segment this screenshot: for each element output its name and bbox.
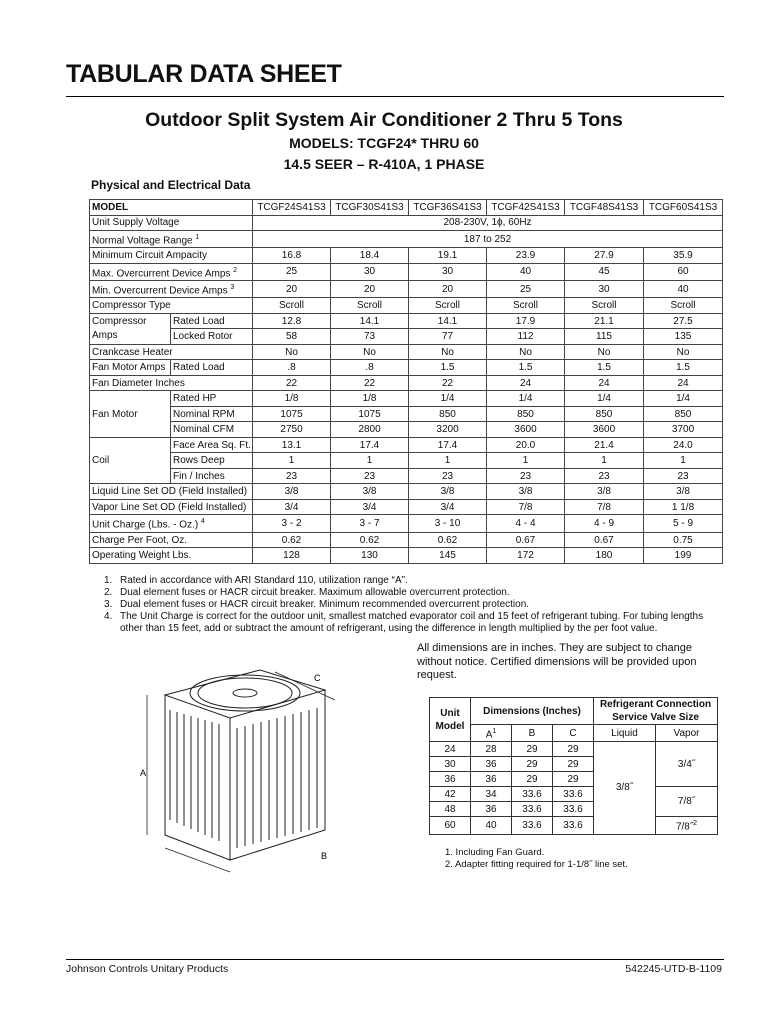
value-cell: Scroll (644, 298, 723, 314)
value-cell: 40 (487, 263, 565, 280)
unit-dimension-drawing (125, 650, 370, 885)
seer-line: 14.5 SEER – R-410A, 1 PHASE (283, 156, 485, 172)
model-name: TCGF60S41S3 (644, 200, 723, 216)
physical-electrical-table (89, 199, 723, 564)
value-cell: 1.5 (644, 360, 723, 376)
value-cell: 7/8 (565, 499, 644, 515)
value-cell: 5 - 9 (644, 515, 723, 532)
value-cell: 1.5 (409, 360, 487, 376)
col-b-header: B (512, 725, 553, 742)
value-cell: 1/4 (565, 391, 644, 407)
dim-b: 33.6 (512, 802, 553, 817)
dim-a: 36 (471, 757, 512, 772)
row-label: Fan Diameter Inches (90, 375, 253, 391)
table-row (90, 329, 723, 345)
model-name: TCGF30S41S3 (331, 200, 409, 216)
unit-model-header: Unit Model (430, 698, 471, 742)
value-cell: 208-230V, 1ϕ, 60Hz (253, 215, 723, 231)
value-cell: 23 (253, 468, 331, 484)
value-cell: 112 (487, 329, 565, 345)
note-item: 4. The Unit Charge is correct for the outdoor unit, smallest matched evaporator coil and 15 feet of refrigerant tubing. For tubing lengths other than 15 feet, add or subtract the amount of refrigerant, using the difference in length multiplied by the per foot value. (104, 611, 704, 634)
value-cell: 3700 (644, 422, 723, 438)
row-label: Unit Supply Voltage (90, 215, 253, 231)
value-cell: 180 (565, 548, 644, 564)
value-cell: 45 (565, 263, 644, 280)
footer-company: Johnson Controls Unitary Products (66, 963, 229, 975)
value-cell: 22 (409, 375, 487, 391)
row-label: Max. Overcurrent Device Amps $^2$ (90, 263, 253, 280)
model-name: TCGF42S41S3 (487, 200, 565, 216)
header-divider (66, 96, 724, 97)
value-cell: 3/8 (409, 484, 487, 500)
value-cell: Scroll (409, 298, 487, 314)
value-cell: 13.1 (253, 437, 331, 453)
table-row (90, 313, 723, 329)
value-cell: 199 (644, 548, 723, 564)
value-cell: 3/8 (253, 484, 331, 500)
dim-b: 29 (512, 757, 553, 772)
dim-a: 34 (471, 787, 512, 802)
value-cell: 21.1 (565, 313, 644, 329)
value-cell: 130 (331, 548, 409, 564)
value-cell: 1/4 (644, 391, 723, 407)
model-header: MODEL (90, 200, 253, 216)
value-cell: 145 (409, 548, 487, 564)
sub-label: Fin / Inches (171, 468, 253, 484)
value-cell: 3/4 (409, 499, 487, 515)
value-cell: 2750 (253, 422, 331, 438)
value-cell: 20 (409, 281, 487, 298)
value-cell: 0.62 (253, 532, 331, 548)
dim-a: 40 (471, 817, 512, 834)
dim-c: 33.6 (553, 787, 594, 802)
value-cell: 1 (409, 453, 487, 469)
value-cell: 30 (331, 263, 409, 280)
value-cell: 1075 (253, 406, 331, 422)
value-cell: 1/8 (331, 391, 409, 407)
table-row (90, 281, 723, 298)
value-cell: 12.8 (253, 313, 331, 329)
value-cell: Scroll (331, 298, 409, 314)
table-row (90, 298, 723, 314)
dimensions-footnotes (445, 847, 628, 871)
dim-c: 33.6 (553, 817, 594, 834)
value-cell: 115 (565, 329, 644, 345)
value-cell: 3 - 7 (331, 515, 409, 532)
sub-label: Rated Load (171, 360, 253, 376)
value-cell: 1 (331, 453, 409, 469)
value-cell: 1.5 (565, 360, 644, 376)
value-cell: 135 (644, 329, 723, 345)
value-cell: 850 (487, 406, 565, 422)
value-cell: 23 (487, 468, 565, 484)
row-label: Min. Overcurrent Device Amps $^3$ (90, 281, 253, 298)
table-row (90, 453, 723, 469)
value-cell: No (565, 344, 644, 360)
value-cell: 187 to 252 (253, 231, 723, 248)
row-label: Normal Voltage Range $^1$ (90, 231, 253, 248)
value-cell: 1/4 (487, 391, 565, 407)
refrigerant-header: Refrigerant Connection Service Valve Size (594, 698, 718, 725)
value-cell: 128 (253, 548, 331, 564)
vapor-size-2: 7/8˝ (656, 787, 718, 817)
row-label: Vapor Line Set OD (Field Installed) (90, 499, 253, 515)
value-cell: 0.75 (644, 532, 723, 548)
row-label: Operating Weight Lbs. (90, 548, 253, 564)
value-cell: 4 - 9 (565, 515, 644, 532)
value-cell: No (253, 344, 331, 360)
value-cell: 7/8 (487, 499, 565, 515)
value-cell: 850 (644, 406, 723, 422)
table-row (90, 437, 723, 453)
value-cell: 30 (409, 263, 487, 280)
table-row (90, 360, 723, 376)
value-cell: 0.67 (487, 532, 565, 548)
sub-label: Rows Deep (171, 453, 253, 469)
value-cell: 3600 (487, 422, 565, 438)
value-cell: 24.0 (644, 437, 723, 453)
models-line: MODELS: TCGF24* THRU 60 (289, 135, 479, 151)
value-cell: 20 (253, 281, 331, 298)
value-cell: 3/8 (644, 484, 723, 500)
value-cell: 1075 (331, 406, 409, 422)
dim-c: 29 (553, 757, 594, 772)
row-label: Compressor Type (90, 298, 253, 314)
col-c-header: C (553, 725, 594, 742)
value-cell: 24 (644, 375, 723, 391)
value-cell: 27.5 (644, 313, 723, 329)
dim-model: 42 (430, 787, 471, 802)
value-cell: 17.9 (487, 313, 565, 329)
value-cell: 23 (409, 468, 487, 484)
value-cell: 24 (565, 375, 644, 391)
value-cell: 3600 (565, 422, 644, 438)
value-cell: 1/8 (253, 391, 331, 407)
value-cell: 3/4 (253, 499, 331, 515)
value-cell: 172 (487, 548, 565, 564)
footer-divider (66, 959, 724, 960)
dim-b: 29 (512, 772, 553, 787)
value-cell: 1 (644, 453, 723, 469)
col-a-header: $A^1$ (471, 725, 512, 742)
dimension-label-b: B (321, 851, 328, 861)
value-cell: 23 (644, 468, 723, 484)
value-cell: 25 (487, 281, 565, 298)
value-cell: 850 (409, 406, 487, 422)
value-cell: 19.1 (409, 248, 487, 264)
dimensions-header: Dimensions (Inches) (471, 698, 594, 725)
value-cell: .8 (253, 360, 331, 376)
table-row (90, 231, 723, 248)
table-row (90, 263, 723, 280)
value-cell: 22 (331, 375, 409, 391)
value-cell: Scroll (487, 298, 565, 314)
sub-label: Rated HP (171, 391, 253, 407)
row-label: Charge Per Foot, Oz. (90, 532, 253, 548)
group-label-compressor-amps: Compressor Amps (90, 313, 171, 344)
value-cell: 1 (253, 453, 331, 469)
table-row (90, 375, 723, 391)
table-row (90, 499, 723, 515)
value-cell: 3200 (409, 422, 487, 438)
liquid-size: 3/8˝ (594, 742, 656, 834)
table-row (90, 515, 723, 532)
value-cell: 60 (644, 263, 723, 280)
value-cell: 20 (331, 281, 409, 298)
dim-model: 30 (430, 757, 471, 772)
value-cell: No (644, 344, 723, 360)
value-cell: 23.9 (487, 248, 565, 264)
sub-label: Locked Rotor (171, 329, 253, 345)
dim-a: 36 (471, 802, 512, 817)
value-cell: 27.9 (565, 248, 644, 264)
value-cell: 3/4 (331, 499, 409, 515)
value-cell: 20.0 (487, 437, 565, 453)
sub-label: Nominal RPM (171, 406, 253, 422)
dimensions-table (429, 697, 718, 835)
sub-label: Rated Load (171, 313, 253, 329)
value-cell: 3 - 10 (409, 515, 487, 532)
value-cell: 1 (565, 453, 644, 469)
footer-doc-number: 542245-UTD-B-1109 (625, 963, 722, 975)
col-vapor-header: Vapor (656, 725, 718, 742)
dimension-footnote: 2. Adapter fitting required for 1-1/8˝ line set. (445, 859, 628, 870)
row-label: Unit Charge (Lbs. - Oz.) $^4$ (90, 515, 253, 532)
dim-a: 36 (471, 772, 512, 787)
model-name: TCGF24S41S3 (253, 200, 331, 216)
table-row (90, 532, 723, 548)
dimensions-note: All dimensions are in inches. They are subject to change without notice. Certified dimensions will be provided upon request. (417, 642, 697, 681)
dim-model: 60 (430, 817, 471, 834)
note-item: 1. Rated in accordance with ARI Standard 110, utilization range “A”. (104, 575, 408, 586)
value-cell: 14.1 (409, 313, 487, 329)
value-cell: 30 (565, 281, 644, 298)
group-label-coil: Coil (90, 437, 171, 484)
col-liquid-header: Liquid (594, 725, 656, 742)
value-cell: .8 (331, 360, 409, 376)
product-title: Outdoor Split System Air Conditioner 2 Thru 5 Tons (145, 109, 623, 131)
value-cell: Scroll (253, 298, 331, 314)
table-row (90, 344, 723, 360)
dim-c: 33.6 (553, 802, 594, 817)
value-cell: 58 (253, 329, 331, 345)
value-cell: 3 - 2 (253, 515, 331, 532)
dimension-label-c: C (314, 673, 321, 683)
dim-b: 33.6 (512, 787, 553, 802)
vapor-size-3: 7/8˝$^2$ (656, 817, 718, 834)
dim-c: 29 (553, 742, 594, 757)
table-row (90, 248, 723, 264)
value-cell: Scroll (565, 298, 644, 314)
value-cell: No (331, 344, 409, 360)
value-cell: 24 (487, 375, 565, 391)
row-label: Fan Motor Amps (90, 360, 171, 376)
dim-model: 36 (430, 772, 471, 787)
model-name: TCGF48S41S3 (565, 200, 644, 216)
value-cell: 2800 (331, 422, 409, 438)
value-cell: 73 (331, 329, 409, 345)
dim-b: 33.6 (512, 817, 553, 834)
value-cell: 16.8 (253, 248, 331, 264)
value-cell: 77 (409, 329, 487, 345)
table-notes (104, 575, 724, 635)
dim-model: 48 (430, 802, 471, 817)
table-row (90, 200, 723, 216)
note-item: 3. Dual element fuses or HACR circuit breaker. Minimum recommended overcurrent protection. (104, 599, 530, 610)
value-cell: 3/8 (565, 484, 644, 500)
dim-b: 29 (512, 742, 553, 757)
group-label-fan-motor: Fan Motor (90, 391, 171, 438)
dim-a: 28 (471, 742, 512, 757)
table-row (90, 484, 723, 500)
table-row (90, 548, 723, 564)
value-cell: 3/8 (487, 484, 565, 500)
value-cell: No (487, 344, 565, 360)
row-label: Minimum Circuit Ampacity (90, 248, 253, 264)
table-row (90, 215, 723, 231)
value-cell: 3/8 (331, 484, 409, 500)
value-cell: 25 (253, 263, 331, 280)
value-cell: 0.62 (409, 532, 487, 548)
row-label: Crankcase Heater (90, 344, 253, 360)
value-cell: 22 (253, 375, 331, 391)
value-cell: 0.62 (331, 532, 409, 548)
table-row (90, 406, 723, 422)
value-cell: 21.4 (565, 437, 644, 453)
sub-label: Face Area Sq. Ft. (171, 437, 253, 453)
table-row (90, 468, 723, 484)
value-cell: 17.4 (331, 437, 409, 453)
sub-label: Nominal CFM (171, 422, 253, 438)
vapor-size-1: 3/4˝ (656, 742, 718, 787)
value-cell: 850 (565, 406, 644, 422)
table-row (90, 422, 723, 438)
value-cell: 0.67 (565, 532, 644, 548)
dim-model: 24 (430, 742, 471, 757)
value-cell: 17.4 (409, 437, 487, 453)
value-cell: 18.4 (331, 248, 409, 264)
value-cell: 1 1/8 (644, 499, 723, 515)
value-cell: 1.5 (487, 360, 565, 376)
dimension-footnote: 1. Including Fan Guard. (445, 847, 545, 858)
value-cell: 35.9 (644, 248, 723, 264)
value-cell: 14.1 (331, 313, 409, 329)
section-heading: Physical and Electrical Data (91, 178, 251, 192)
value-cell: 23 (331, 468, 409, 484)
value-cell: No (409, 344, 487, 360)
note-item: 2. Dual element fuses or HACR circuit breaker. Maximum allowable overcurrent protection. (104, 587, 510, 598)
table-row (90, 391, 723, 407)
model-name: TCGF36S41S3 (409, 200, 487, 216)
value-cell: 1/4 (409, 391, 487, 407)
row-label: Liquid Line Set OD (Field Installed) (90, 484, 253, 500)
value-cell: 40 (644, 281, 723, 298)
value-cell: 4 - 4 (487, 515, 565, 532)
value-cell: 23 (565, 468, 644, 484)
dim-c: 29 (553, 772, 594, 787)
value-cell: 1 (487, 453, 565, 469)
dimension-label-a: A (140, 768, 147, 778)
page-title: TABULAR DATA SHEET (66, 60, 342, 88)
